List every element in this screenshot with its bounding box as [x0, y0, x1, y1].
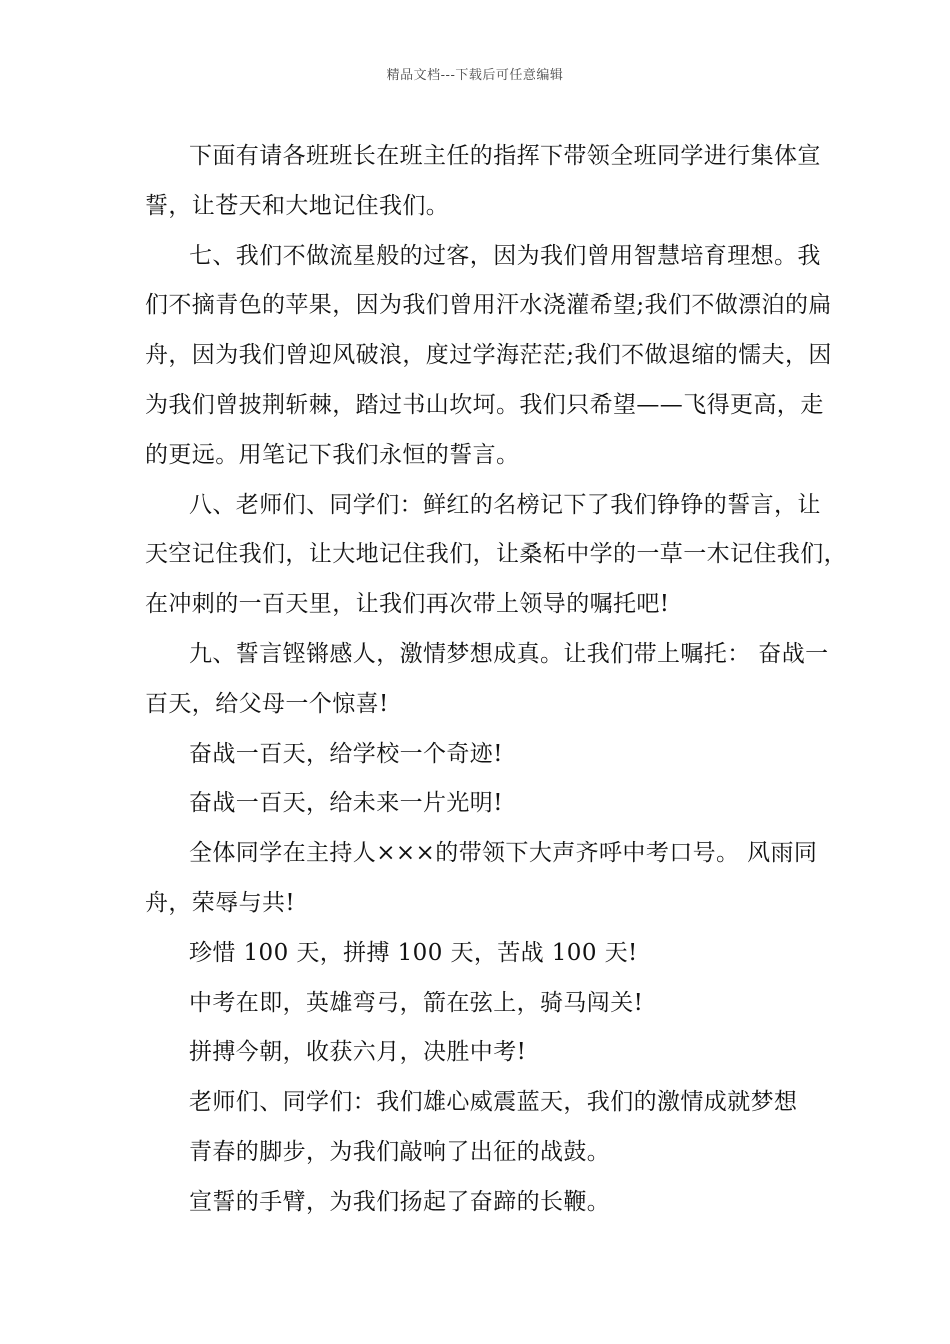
- text-line: 青春的脚步，为我们敲响了出征的战鼓。: [189, 1138, 611, 1165]
- text-line: 九、誓言铿锵感人，激情梦想成真。让我们带上嘱托： 奋战一: [189, 640, 829, 667]
- text-line: 为我们曾披荆斩棘，踏过书山坎坷。我们只希望——飞得更高，走: [145, 391, 824, 418]
- text-line: 百天，给父母一个惊喜!: [145, 690, 389, 717]
- text-line: 们不摘青色的苹果，因为我们曾用汗水浇灌希望;我们不做漂泊的扁: [145, 292, 832, 319]
- text-line: 全体同学在主持人×××的带领下大声齐呼中考口号。 风雨同: [189, 840, 818, 867]
- text-line: 八、老师们、同学们：鲜红的名榜记下了我们铮铮的誓言，让: [189, 491, 821, 518]
- page-header: 精品文档---下载后可任意编辑: [386, 68, 564, 83]
- text-line: 舟，荣辱与共!: [145, 889, 296, 916]
- text-line: 誓，让苍天和大地记住我们。: [145, 192, 450, 219]
- text-line: 宣誓的手臂，为我们扬起了奋蹄的长鞭。: [189, 1188, 611, 1215]
- text-line: 下面有请各班班长在班主任的指挥下带领全班同学进行集体宣: [189, 143, 821, 169]
- text-line: 舟，因为我们曾迎风破浪，度过学海茫茫;我们不做退缩的懦夫，因: [145, 342, 832, 369]
- text-line: 的更远。用笔记下我们永恒的誓言。: [145, 441, 520, 468]
- text-line: 在冲刺的一百天里，让我们再次带上领导的嘱托吧!: [145, 591, 670, 618]
- text-line: 珍惜 100 天，拼搏 100 天，苦战 100 天!: [189, 939, 638, 966]
- text-line: 奋战一百天，给未来一片光明!: [189, 790, 503, 817]
- text-line: 老师们、同学们：我们雄心威震蓝天，我们的激情成就梦想: [189, 1089, 798, 1116]
- text-line: 七、我们不做流星般的过客，因为我们曾用智慧培育理想。我: [189, 242, 821, 269]
- text-line: 中考在即，英雄弯弓，箭在弦上，骑马闯关!: [189, 989, 644, 1016]
- text-line: 奋战一百天，给学校一个奇迹!: [189, 740, 503, 767]
- text-line: 天空记住我们，让大地记住我们，让桑柘中学的一草一木记住我们，: [145, 541, 847, 568]
- text-line: 拼搏今朝，收获六月，决胜中考!: [189, 1039, 527, 1066]
- document-body: [145, 132, 847, 1228]
